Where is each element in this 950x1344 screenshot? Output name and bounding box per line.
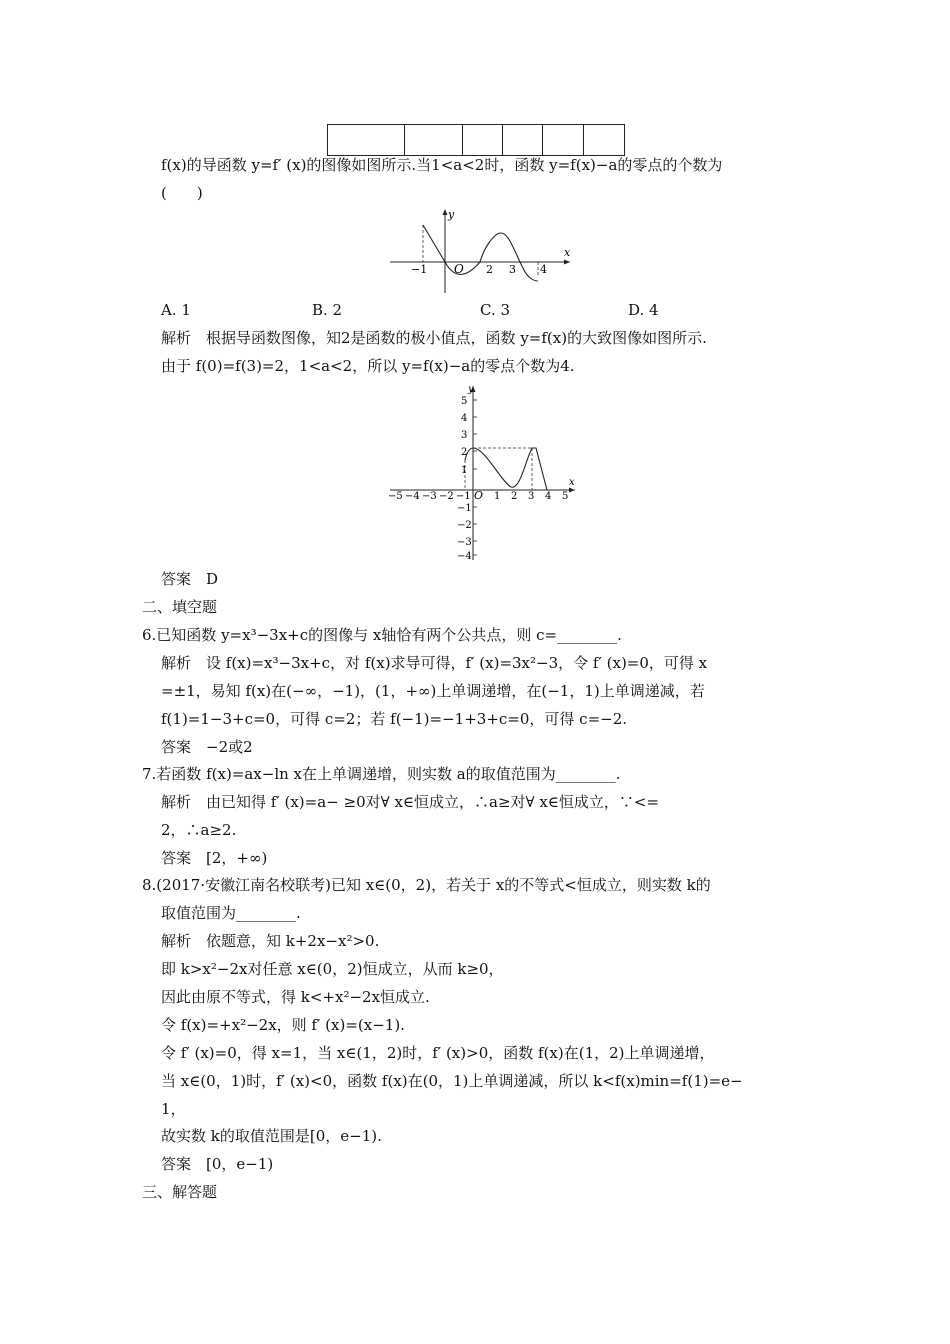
x-tick-label: −5 [388,491,403,502]
table-cell [405,125,463,155]
tick-label: −1 [411,263,428,276]
q8-analysis-line2: 即 k>x²−2x对任意 x∈(0，2)恒成立，从而 k≥0， [161,960,504,978]
table-cell [543,125,584,155]
table-cell [503,125,543,155]
y-tick-label: 2 [461,447,468,458]
derivative-graph [385,205,580,295]
q8-analysis-line5: 令 f′ (x)=0，得 x=1，当 x∈(1，2)时，f′ (x)>0，函数 f(x)在(1，2)上单调递增， [161,1044,715,1062]
option-c: C. 3 [480,301,511,319]
table-cell [584,125,624,155]
q8-stem-line1: 8.(2017·安徽江南名校联考)已知 x∈(0，2)，若关于 x的不等式<恒成立，则实数 k的 [142,876,711,894]
y-tick-label: −4 [457,551,472,562]
x-tick-label: −2 [439,491,454,502]
y-axis-label: y [448,208,455,221]
origin-label: O [454,262,464,276]
x-tick-label: 1 [494,491,501,502]
x-tick-label: −1 [456,491,471,502]
q6-analysis-line1: 解析 设 f(x)=x³−3x+c，对 f(x)求导可得，f′ (x)=3x²−3，令 f′ (x)=0，可得 x [161,654,708,672]
q8-analysis-line7: 1， [161,1100,186,1118]
option-a: A. 1 [161,301,191,319]
y-tick-label: −2 [457,520,472,531]
q5-analysis-line2: 由于 f(0)=f(3)=2，1<a<2，所以 y=f(x)−a的零点个数为4. [161,357,575,375]
x-tick-label: −3 [422,491,437,502]
q7-answer: 答案 [2，+∞) [161,849,268,867]
x-tick-label: 4 [545,491,552,502]
option-d: D. 4 [628,301,659,319]
x-axis-label: x [564,246,571,259]
y-axis-label: y [468,384,474,395]
y-tick-label: 4 [461,413,468,424]
q7-analysis-line2: 2，∴a≥2. [161,821,237,839]
x-tick-label: 3 [528,491,535,502]
origin-label: O [474,489,484,502]
y-tick-label: 5 [461,396,468,407]
x-axis-label: x [569,477,575,488]
q8-analysis-line3: 因此由原不等式，得 k<+x²−2x恒成立. [161,988,430,1006]
y-tick-label: −1 [457,503,472,514]
q6-stem: 6.已知函数 y=x³−3x+c的图像与 x轴恰有两个公共点，则 c=________. [142,626,622,644]
tick-label: 4 [540,263,547,276]
tick-label: 2 [486,263,493,276]
section-heading-fill-in: 二、填空题 [142,598,218,616]
q8-analysis-line4: 令 f(x)=+x²−2x，则 f′ (x)=(x−1). [161,1016,405,1034]
q6-analysis-line3: f(1)=1−3+c=0，可得 c=2；若 f(−1)=−1+3+c=0，可得 c=−2. [161,710,628,728]
table-fragment [327,124,625,156]
q5-stem-line1: f(x)的导函数 y=f′ (x)的图像如图所示.当1<a<2时，函数 y=f(x)−a的零点的个数为 [161,156,723,174]
q6-analysis-line2: =±1，易知 f(x)在(−∞，−1)，(1，+∞)上单调递增，在(−1，1)上单调递减，若 [161,682,705,700]
q5-answer: 答案 D [161,570,219,588]
y-tick-label: 3 [461,430,468,441]
q5-analysis-line1: 解析 根据导函数图像，知2是函数的极小值点，函数 y=f(x)的大致图像如图所示. [161,329,707,347]
y-tick-label: −3 [457,537,472,548]
q8-stem-line2: 取值范围为________. [161,904,301,922]
q8-answer: 答案 [0，e−1) [161,1155,274,1173]
function-graph [385,382,585,562]
x-tick-label: 2 [511,491,518,502]
table-cell [463,125,503,155]
x-tick-label: −4 [405,491,420,502]
q8-analysis-line6: 当 x∈(0，1)时，f′ (x)<0，函数 f(x)在(0，1)上单调递减，所以 k<f(x)min=f(1)=e− [161,1072,743,1090]
x-tick-label: 5 [562,491,569,502]
q8-analysis-line1: 解析 依题意，知 k+2x−x²>0. [161,932,380,950]
q6-answer: 答案 −2或2 [161,738,253,756]
tick-label: 3 [509,263,516,276]
y-tick-label: 1 [461,465,468,476]
q7-analysis-line1: 解析 由已知得 f′ (x)=a− ≥0对∀ x∈恒成立，∴a≥对∀ x∈恒成立，∵<= [161,793,660,811]
table-cell [328,125,405,155]
q5-stem-line2: ( ) [161,184,203,202]
q8-analysis-line8: 故实数 k的取值范围是[0，e−1). [161,1127,382,1145]
option-b: B. 2 [312,301,343,319]
section-heading-answer: 三、解答题 [142,1183,218,1201]
q7-stem: 7.若函数 f(x)=ax−ln x在上单调递增，则实数 a的取值范围为________. [142,765,621,783]
